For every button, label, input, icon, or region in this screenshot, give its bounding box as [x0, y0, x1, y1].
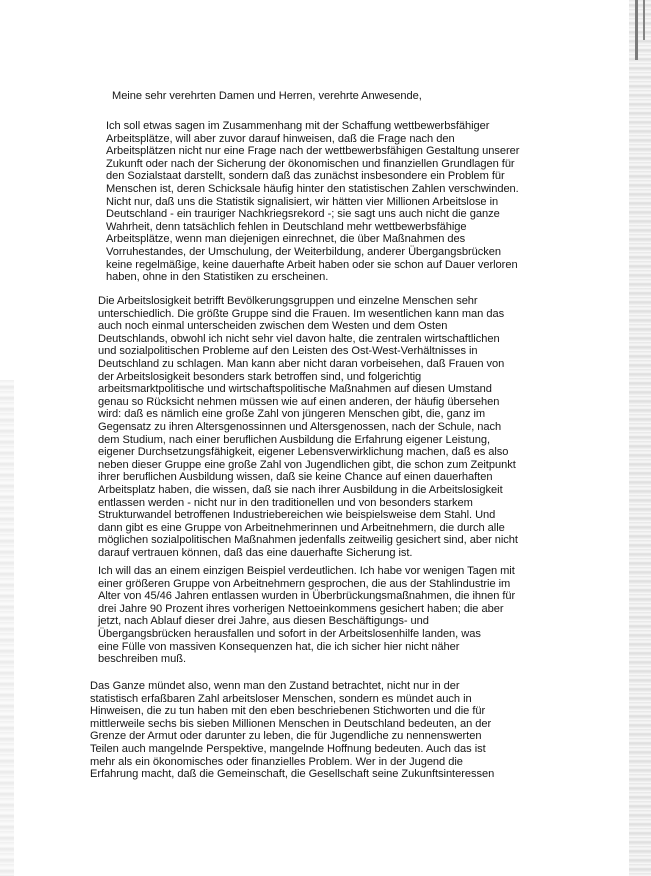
- text-line: neben dieser Gruppe eine große Zahl von Jugendlichen gibt, die schon zum Zeitpunkt: [98, 458, 516, 471]
- text-line: einer größeren Gruppe von Arbeitnehmern gesprochen, die aus der Stahlindustrie im: [98, 577, 511, 590]
- text-line: mehr als ein ökonomisches oder finanzielles Problem. Wer in der Jugend die: [90, 755, 463, 768]
- text-line: Arbeitsplätze, will aber zuvor darauf hinweisen, daß die Frage nach den: [106, 132, 455, 145]
- letter-body: [90, 90, 606, 781]
- text-line: Arbeitsplätzen nicht nur eine Frage nach der wettbewerbsfähigen Gestaltung unserer: [106, 145, 520, 158]
- text-line: mittlerweile sechs bis sieben Millionen Menschen in Deutschland bedeuten, an der: [90, 717, 492, 730]
- text-line: Das Ganze mündet also, wenn man den Zustand betrachtet, nicht nur in der: [90, 680, 460, 692]
- salutation: Meine sehr verehrten Damen und Herren, verehrte Anwesende,: [112, 90, 422, 102]
- text-line: keine regelmäßige, keine dauerhafte Arbeit haben oder sie schon auf Dauer verloren: [106, 258, 518, 271]
- text-line: Alter von 45/46 Jahren entlassen wurden in Überbrückungsmaßnahmen, die ihnen für: [98, 590, 516, 603]
- text-line: Zukunft oder nach der Sicherung der ökonomischen und finanziellen Grundlagen für: [106, 157, 515, 170]
- text-line: Arbeitsplatz haben, die wissen, daß sie nach ihrer Ausbildung in die Arbeitslosigkeit: [98, 483, 503, 496]
- paragraph-1: [106, 120, 519, 284]
- text-line: jetzt, nach Ablauf dieser drei Jahre, aus diesen Beschäftigungs- und: [98, 615, 429, 628]
- text-line: Nicht nur, daß uns die Statistik signalisiert, wir hätten vier Millionen Arbeitslose in: [106, 195, 499, 208]
- text-line: Deutschlands, obwohl ich nicht sehr viel davon halte, die zentralen wirtschaftlichen: [98, 332, 500, 345]
- text-line: dem Studium, nach einer beruflichen Ausbildung die Erfahrung eigener Leistung,: [98, 433, 491, 446]
- text-line: und sozialpolitischen Probleme auf den Leisten des Ost-West-Verhältnisses in: [98, 345, 478, 358]
- scan-edge-left: [0, 380, 14, 876]
- text-line: Gegensatz zu ihren Altersgenossinnen und Altersgenossen, nach der Schule, nach: [98, 420, 502, 433]
- text-line: Deutschland zu schlagen. Man kann aber nicht daran vorbeisehen, daß Frauen von: [98, 357, 505, 370]
- text-line: drei Jahre 90 Prozent ihres vorherigen Nettoeinkommens gesichert haben; die aber: [98, 602, 504, 615]
- text-line: möglichen sozialpolitischen Maßnahmen jedenfalls zeitweilig gesichert sind, aber nicht: [98, 534, 518, 547]
- text-line: Hinweisen, die zu tun haben mit den eben beschriebenen Stichworten und die für: [90, 705, 486, 718]
- text-line: beschreiben muß.: [98, 653, 186, 666]
- text-line: eine Fülle von massiven Konsequenzen hat, die ich sicher hier nicht näher: [98, 640, 460, 653]
- text-line: wird: daß es nämlich eine große Zahl von jüngeren Menschen gibt, die, ganz im: [98, 408, 486, 421]
- text-line: Die Arbeitslosigkeit betrifft Bevölkerungsgruppen und einzelne Menschen sehr: [98, 295, 478, 307]
- paragraph-4: [90, 680, 494, 781]
- text-line: ihrer beruflichen Ausbildung wissen, daß sie keine Chance auf einen dauerhaften: [98, 471, 493, 484]
- text-line: Ich will das an einem einzigen Beispiel verdeutlichen. Ich habe vor wenigen Tagen mit: [98, 565, 515, 577]
- text-line: haben, ohne in den Statistiken zu erscheinen.: [106, 271, 329, 284]
- text-line: darauf vertrauen können, daß das eine dauerhafte Sicherung ist.: [98, 546, 413, 559]
- text-line: Strukturwandel betroffenen Industriebereichen wie beispielsweise dem Stahl. Und: [98, 509, 496, 522]
- paragraph-2: [98, 295, 518, 559]
- text-line: dann gibt es eine Gruppe von Arbeitnehmerinnen und Arbeitnehmern, die durch alle: [98, 521, 505, 534]
- text-line: Teilen auch mangelnde Perspektive, mangelnde Hoffnung bedeuten. Auch das ist: [90, 742, 486, 755]
- text-line: Menschen ist, deren Schicksale häufig hinter den statistischen Zahlen verschwinden.: [106, 182, 519, 195]
- text-line: auch noch einmal unterscheiden zwischen dem Westen und dem Osten: [98, 320, 448, 333]
- text-line: Deutschland - ein trauriger Nachkriegsrekord -; sie sagt uns auch nicht die ganze: [106, 208, 500, 221]
- text-line: Vorruhestandes, der Umschulung, der Weiterbildung, anderer Übergangsbrücken: [106, 245, 502, 258]
- text-line: genau so Rücksicht nehmen müssen wie auf einen anderen, der häufig übersehen: [98, 395, 500, 408]
- text-line: entlassen werden - nicht nur in den traditionellen und von besonders starkem: [98, 496, 473, 509]
- text-line: den Sozialstaat darstellt, sondern daß das zunächst insbesondere ein Problem für: [106, 170, 505, 183]
- text-line: Übergangsbrücken herausfallen und sofort in der Arbeitslosenhilfe landen, was: [98, 627, 481, 640]
- text-line: Erfahrung macht, daß die Gemeinschaft, die Gesellschaft seine Zukunftsinteressen: [90, 768, 495, 781]
- scan-edge-right: [629, 0, 651, 876]
- text-line: Grenze der Armut oder darunter zu leben, die für Jugendliche zu nennenswerten: [90, 730, 482, 743]
- text-line: Arbeitsplätze, wenn man diejenigen einrechnet, die über Maßnahmen des: [106, 233, 466, 246]
- text-line: eigener Durchsetzungsfähigkeit, eigener Lebensverwirklichung machen, daß es also: [98, 446, 509, 459]
- text-line: der Arbeitslosigkeit besonders stark betroffen sind, und folgerichtig: [98, 370, 422, 383]
- paragraph-3: [98, 565, 515, 666]
- text-line: Wahrheit, denn tatsächlich fehlen in Deutschland mehr wettbewerbsfähige: [106, 220, 467, 233]
- text-line: statistisch erfaßbaren Zahl arbeitsloser Menschen, sondern es mündet auch in: [90, 692, 472, 705]
- text-line: unterschiedlich. Die größte Gruppe sind die Frauen. Im wesentlichen kann man das: [98, 307, 505, 320]
- text-line: arbeitsmarktpolitische und wirtschaftspolitische Maßnahmen auf diesen Umstand: [98, 383, 492, 396]
- text-line: Ich soll etwas sagen im Zusammenhang mit der Schaffung wettbewerbsfähiger: [106, 120, 490, 132]
